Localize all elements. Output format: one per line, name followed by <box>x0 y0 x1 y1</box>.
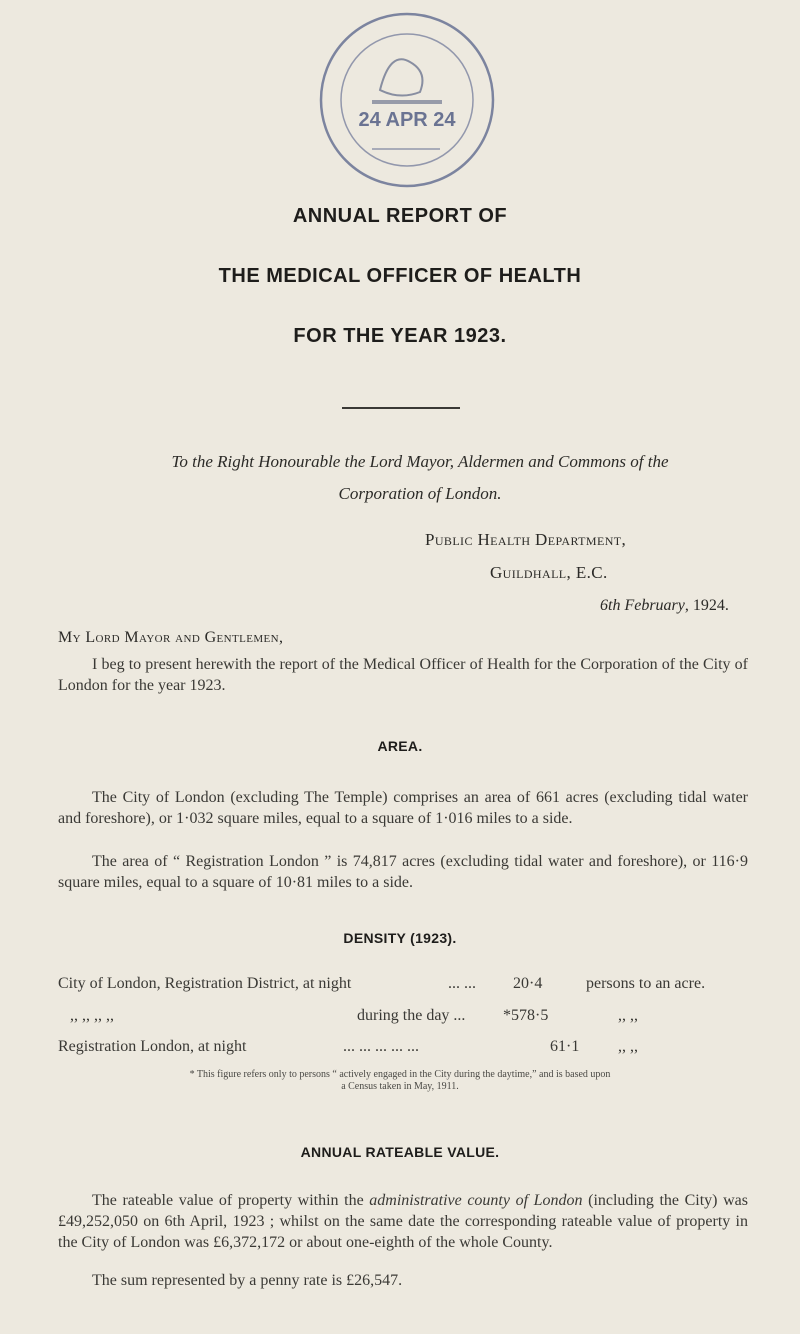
title-line-3: FOR THE YEAR 1923. <box>293 325 507 347</box>
addressee-line-2: Corporation of London. <box>338 484 502 503</box>
sender-department: Public Health Department, <box>425 530 627 549</box>
density-unit: ,, ,, <box>618 1038 638 1055</box>
density-dots: ... ... ... ... ... <box>343 1038 419 1055</box>
sender-date-year: , 1924. <box>684 597 729 614</box>
density-value: 20·4 <box>513 975 543 992</box>
rateable-heading: ANNUAL RATEABLE VALUE. <box>300 1144 500 1160</box>
salutation: My Lord Mayor and Gentlemen, <box>58 629 284 646</box>
library-stamp <box>310 12 505 192</box>
area-heading: AREA. <box>377 738 423 754</box>
sender-date-day: 6th February <box>600 597 685 614</box>
rateable-paragraph-2: The sum represented by a penny rate is £26,547. <box>92 1272 403 1289</box>
density-label: City of London, Registration District, at night <box>58 975 352 992</box>
addressee <box>60 446 780 510</box>
density-unit: persons to an acre. <box>586 975 706 992</box>
density-value: 61·1 <box>550 1038 580 1055</box>
density-unit: ,, ,, <box>618 1007 638 1024</box>
addressee-line-1: To the Right Honourable the Lord Mayor, Aldermen and Commons of the <box>171 452 669 471</box>
sender-address: Guildhall, E.C. <box>490 563 608 582</box>
density-label: ,, ,, ,, ,, <box>70 1007 114 1024</box>
intro-paragraph: I beg to present herewith the report of the Medical Officer of Health for the Corporation of the City of London for the year 1923. <box>58 656 748 694</box>
title-line-1: ANNUAL REPORT OF <box>292 205 508 227</box>
density-row <box>58 1007 748 1027</box>
title-divider <box>342 407 460 409</box>
area-paragraph-2: The area of “ Registration London ” is 74,817 acres (excluding tidal water and foreshore), or 116·9 square miles, equal to a square of 10·81 miles to a side. <box>58 853 748 891</box>
title-line-2: THE MEDICAL OFFICER OF HEALTH <box>218 265 582 287</box>
density-row <box>58 975 748 995</box>
rateable-text-pre: The rateable value of property within the <box>92 1192 370 1209</box>
rateable-text-post: (including the City) was £49,252,050 on 6th April, 1923 ; whilst on the same date the corresponding rateable value of property in the City of London was £6,372,172 or about one-eighth of the whole County. <box>58 1192 748 1251</box>
rateable-paragraph-1 <box>58 1190 748 1253</box>
density-footnote-1: * This figure refers only to persons “ actively engaged in the City during the daytime,” and is based upon <box>189 1069 611 1080</box>
area-paragraph-1: The City of London (excluding The Temple) comprises an area of 661 acres (excluding tidal water and foreshore), or 1·032 square miles, equal to a square of 1·016 miles to a side. <box>58 789 748 827</box>
density-heading: DENSITY (1923). <box>343 930 457 946</box>
rateable-text-em: administrative county of London <box>369 1192 583 1209</box>
sender-date <box>600 597 729 615</box>
stamp-date: 24 APR 24 <box>358 109 456 131</box>
density-label: Registration London, at night <box>58 1038 247 1055</box>
density-dots: ... ... <box>448 975 476 992</box>
density-dots: during the day ... <box>357 1007 466 1024</box>
density-footnote-2: a Census taken in May, 1911. <box>341 1081 459 1092</box>
density-value: *578·5 <box>503 1007 549 1024</box>
density-row <box>58 1038 748 1058</box>
